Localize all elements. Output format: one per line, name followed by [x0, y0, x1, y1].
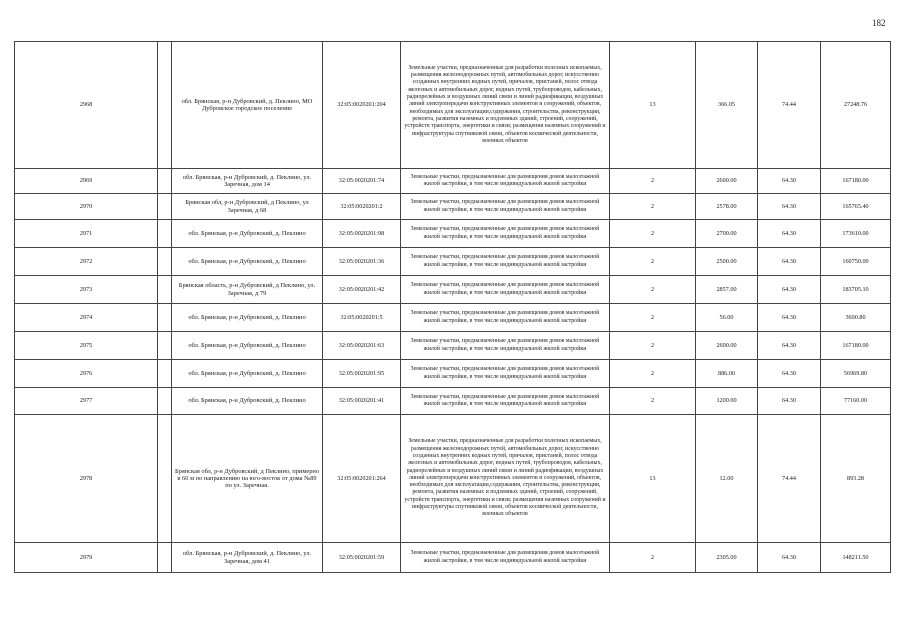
blank-cell — [158, 42, 172, 169]
land-use-cell: Земельные участки, предназначенные для размещения домов малоэтажной жилой застройки, в том числе индивидуальной жилой застройки — [401, 388, 610, 415]
table-row — [15, 332, 891, 360]
use-code-cell: 2 — [610, 543, 696, 573]
area-cell: 366.05 — [696, 42, 758, 169]
address-cell: обл. Брянская, р-н Дубровский, д. Пеклино — [172, 360, 323, 388]
cadastral-value-cell: 3600.80 — [821, 304, 891, 332]
cadastral-number-cell: 32:05:0020201:5 — [323, 304, 401, 332]
row-number-cell: 2979 — [15, 543, 158, 573]
table-row — [15, 276, 891, 304]
land-use-cell: Земельные участки, предназначенные для размещения домов малоэтажной жилой застройки, в том числе индивидуальной жилой застройки — [401, 169, 610, 194]
table-row — [15, 248, 891, 276]
cadastral-value-cell: 148211.50 — [821, 543, 891, 573]
area-cell: 2700.00 — [696, 220, 758, 248]
use-code-cell: 13 — [610, 415, 696, 543]
rate-cell: 64.30 — [758, 194, 821, 220]
address-cell: Брянская область, р-н Дубровский, д Пеклино, ул. Заречная, д 79 — [172, 276, 323, 304]
blank-cell — [158, 360, 172, 388]
table-row — [15, 42, 891, 169]
row-number-cell: 2971 — [15, 220, 158, 248]
blank-cell — [158, 220, 172, 248]
cadastral-number-cell: 32:05:0020201:95 — [323, 360, 401, 388]
address-cell: Брянская обл, р-н Дубровский, д Пеклино, ул Заречная, д 68 — [172, 194, 323, 220]
page-number: 182 — [872, 18, 886, 28]
land-use-cell: Земельные участки, предназначенные для размещения домов малоэтажной жилой застройки, в том числе индивидуальной жилой застройки — [401, 332, 610, 360]
rate-cell: 64.30 — [758, 332, 821, 360]
area-cell: 2500.00 — [696, 248, 758, 276]
blank-cell — [158, 415, 172, 543]
cadastral-value-cell: 27248.76 — [821, 42, 891, 169]
row-number-cell: 2968 — [15, 42, 158, 169]
table-row — [15, 415, 891, 543]
cadastral-value-cell: 56969.80 — [821, 360, 891, 388]
area-cell: 2305.00 — [696, 543, 758, 573]
area-cell: 2600.00 — [696, 169, 758, 194]
row-number-cell: 2977 — [15, 388, 158, 415]
blank-cell — [158, 194, 172, 220]
cadastral-number-cell: 32:05:0020201:204 — [323, 42, 401, 169]
area-cell: 886.00 — [696, 360, 758, 388]
row-number-cell: 2974 — [15, 304, 158, 332]
use-code-cell: 13 — [610, 42, 696, 169]
rate-cell: 64.30 — [758, 248, 821, 276]
blank-cell — [158, 332, 172, 360]
rate-cell: 64.30 — [758, 169, 821, 194]
blank-cell — [158, 276, 172, 304]
address-cell: обл. Брянская, р-н Дубровский, д. Пеклино — [172, 304, 323, 332]
land-use-cell: Земельные участки, предназначенные для разработки полезных ископаемых, размещения железнодорожных путей, автомобильных дорог, искусственно созданных внутренних водных путей, причалов, пристаней, полос отвода железных и автомобильных дорог, водных путей, трубопроводов, кабельных, радиорелейных и воздушных линий связи и линий радиофикации, воздушных линий электропередачи конструктивных элементов и сооружений, объектов, необходимых для эксплуатации,содержания, строительства, реконструкции, ремонта, развития наземных и подземных зданий, строений, сооружений, устройств транспорта, энергетики и связи; размещения наземных сооружений и инфраструктуры спутниковой связи, объектов космической деятельности, военных объектов — [401, 415, 610, 543]
area-cell: 2600.00 — [696, 332, 758, 360]
use-code-cell: 2 — [610, 304, 696, 332]
cadastral-number-cell: 32:05:0020201:74 — [323, 169, 401, 194]
land-use-cell: Земельные участки, предназначенные для разработки полезных ископаемых, размещения железнодорожных путей, автомобильных дорог, искусственно созданных внутренних водных путей, причалов, пристаней, полос отвода железных и автомобильных дорог, водных путей, трубопроводов, кабельных, радиорелейных и воздушных линий связи и линий радиофикации, воздушных линий электропередачи конструктивных элементов и сооружений, объектов, необходимых для эксплуатации,содержания, строительства, реконструкции, ремонта, развития наземных и подземных зданий, строений, сооружений, устройств транспорта, энергетики и связи; размещения наземных сооружений и инфраструктуры спутниковой связи, объектов космической деятельности, военных объектов — [401, 42, 610, 169]
table-row — [15, 194, 891, 220]
use-code-cell: 2 — [610, 360, 696, 388]
cadastral-value-cell: 77160.00 — [821, 388, 891, 415]
cadastral-number-cell: 32:05:0020201:59 — [323, 543, 401, 573]
cadastral-number-cell: 32:05:0020201:264 — [323, 415, 401, 543]
table-row — [15, 304, 891, 332]
cadastral-value-cell: 893.28 — [821, 415, 891, 543]
blank-cell — [158, 248, 172, 276]
land-use-cell: Земельные участки, предназначенные для размещения домов малоэтажной жилой застройки, в том числе индивидуальной жилой застройки — [401, 248, 610, 276]
address-cell: обл. Брянская, р-н Дубровский, д. Пеклино — [172, 332, 323, 360]
cadastral-number-cell: 32:05:0020201:98 — [323, 220, 401, 248]
cadastral-value-cell: 183705.10 — [821, 276, 891, 304]
table-row — [15, 220, 891, 248]
area-cell: 12.00 — [696, 415, 758, 543]
table-row — [15, 388, 891, 415]
land-use-cell: Земельные участки, предназначенные для размещения домов малоэтажной жилой застройки, в том числе индивидуальной жилой застройки — [401, 194, 610, 220]
row-number-cell: 2978 — [15, 415, 158, 543]
blank-cell — [158, 388, 172, 415]
cadastral-number-cell: 32:05:0020201:63 — [323, 332, 401, 360]
table-body — [15, 42, 891, 573]
land-use-cell: Земельные участки, предназначенные для размещения домов малоэтажной жилой застройки, в том числе индивидуальной жилой застройки — [401, 543, 610, 573]
use-code-cell: 2 — [610, 276, 696, 304]
rate-cell: 64.30 — [758, 220, 821, 248]
row-number-cell: 2969 — [15, 169, 158, 194]
area-cell: 2578.00 — [696, 194, 758, 220]
table-row — [15, 360, 891, 388]
address-cell: обл. Брянская, р-н Дубровский, д. Пеклино — [172, 388, 323, 415]
cadastral-value-cell: 173610.00 — [821, 220, 891, 248]
table-row — [15, 543, 891, 573]
cadastral-value-cell: 167180.00 — [821, 169, 891, 194]
land-use-cell: Земельные участки, предназначенные для размещения домов малоэтажной жилой застройки, в том числе индивидуальной жилой застройки — [401, 304, 610, 332]
land-use-cell: Земельные участки, предназначенные для размещения домов малоэтажной жилой застройки, в том числе индивидуальной жилой застройки — [401, 360, 610, 388]
rate-cell: 74.44 — [758, 415, 821, 543]
rate-cell: 64.30 — [758, 360, 821, 388]
use-code-cell: 2 — [610, 220, 696, 248]
use-code-cell: 2 — [610, 248, 696, 276]
rate-cell: 64.30 — [758, 543, 821, 573]
address-cell: обл. Брянская, р-н Дубровский, д. Пеклино, ул. Заречная, дом 41 — [172, 543, 323, 573]
land-use-cell: Земельные участки, предназначенные для размещения домов малоэтажной жилой застройки, в том числе индивидуальной жилой застройки — [401, 276, 610, 304]
blank-cell — [158, 304, 172, 332]
area-cell: 2857.00 — [696, 276, 758, 304]
land-use-cell: Земельные участки, предназначенные для размещения домов малоэтажной жилой застройки, в том числе индивидуальной жилой застройки — [401, 220, 610, 248]
use-code-cell: 2 — [610, 388, 696, 415]
cadastral-value-cell: 167180.00 — [821, 332, 891, 360]
address-cell: обл. Брянская, р-н Дубровский, д. Пеклино — [172, 220, 323, 248]
rate-cell: 64.30 — [758, 388, 821, 415]
blank-cell — [158, 169, 172, 194]
cadastral-number-cell: 32:05:0020201:42 — [323, 276, 401, 304]
cadastral-value-cell: 160750.00 — [821, 248, 891, 276]
use-code-cell: 2 — [610, 332, 696, 360]
cadastral-number-cell: 32:05:0020201:41 — [323, 388, 401, 415]
blank-cell — [158, 543, 172, 573]
use-code-cell: 2 — [610, 169, 696, 194]
address-cell: обл. Брянская, р-н Дубровский, д. Пеклино, МО Дубровское городское поселение — [172, 42, 323, 169]
row-number-cell: 2972 — [15, 248, 158, 276]
land-registry-table — [14, 41, 891, 573]
use-code-cell: 2 — [610, 194, 696, 220]
area-cell: 1200.00 — [696, 388, 758, 415]
cadastral-value-cell: 165765.40 — [821, 194, 891, 220]
row-number-cell: 2976 — [15, 360, 158, 388]
address-cell: Брянская обл, р-н Дубровский, д Пеклино, примерно в 60 м по направлению на юго-восток от дома №89 по ул. Заречная. — [172, 415, 323, 543]
cadastral-number-cell: 32:05:0020201:2 — [323, 194, 401, 220]
table-row — [15, 169, 891, 194]
address-cell: обл. Брянская, р-н Дубровский, д. Пеклино — [172, 248, 323, 276]
rate-cell: 74.44 — [758, 42, 821, 169]
address-cell: обл. Брянская, р-н Дубровский, д. Пеклино, ул. Заречная, дом 14 — [172, 169, 323, 194]
cadastral-number-cell: 32:05:0020201:36 — [323, 248, 401, 276]
rate-cell: 64.30 — [758, 276, 821, 304]
rate-cell: 64.30 — [758, 304, 821, 332]
row-number-cell: 2975 — [15, 332, 158, 360]
row-number-cell: 2973 — [15, 276, 158, 304]
area-cell: 56.00 — [696, 304, 758, 332]
row-number-cell: 2970 — [15, 194, 158, 220]
